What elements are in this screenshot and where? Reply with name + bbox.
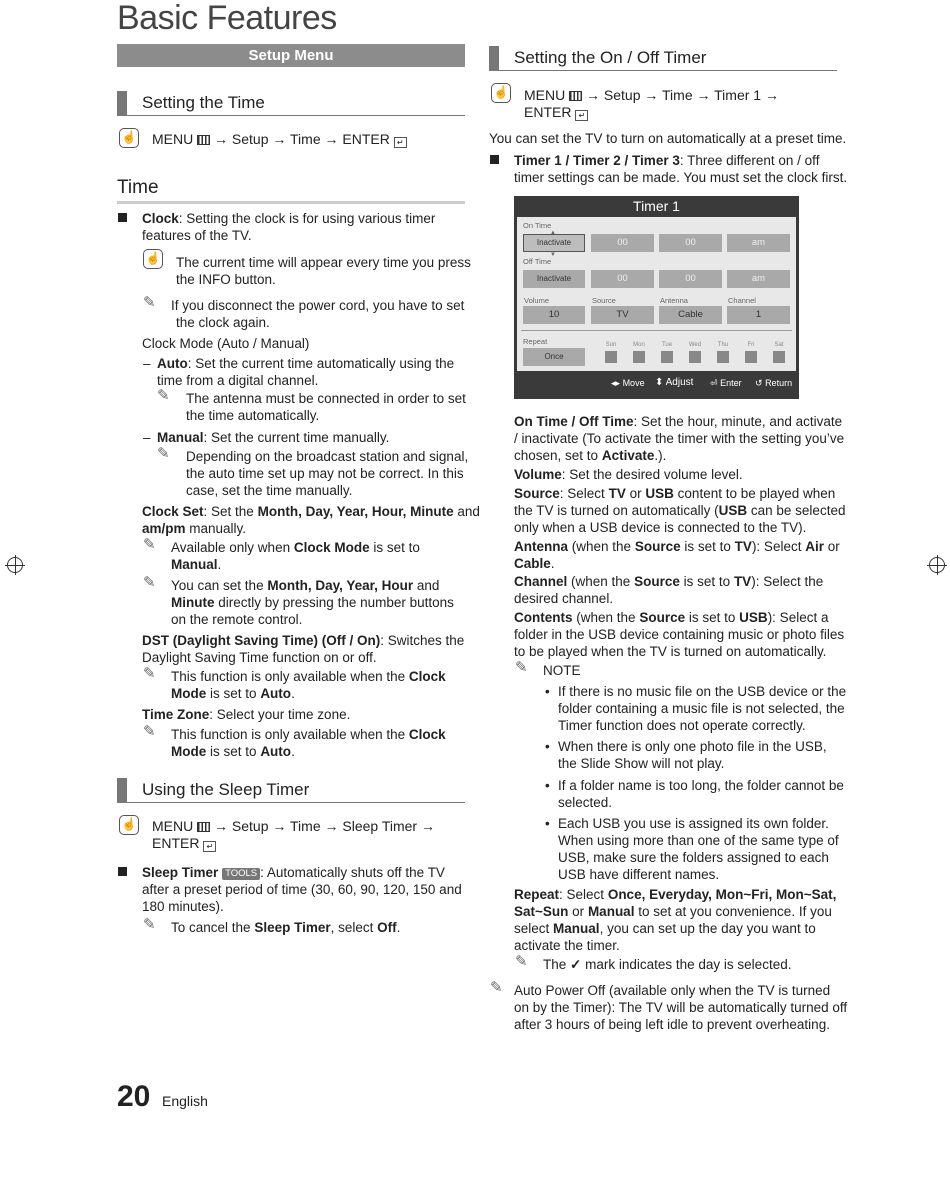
bullet-square [490, 155, 499, 164]
heading-marker [117, 778, 127, 802]
bullet-dot: • [545, 816, 550, 831]
on-time-hour[interactable]: 00 [591, 234, 654, 252]
section-heading-sleep-timer [117, 778, 465, 803]
auto-power-off-note: Auto Power Off (available only when the TV is turned on by the Timer): The TV will be automatically turned off after 3 hours of being left idle to prevent overheating. [514, 983, 848, 1032]
bullet-dot: • [545, 778, 550, 793]
off-time-minute[interactable]: 00 [659, 270, 722, 288]
adjust-hint: ⬍ Adjust [655, 377, 694, 388]
day-label: Sun [605, 342, 617, 348]
day-checkbox-sat[interactable] [773, 351, 785, 363]
up-arrow-icon: ▲ [550, 230, 556, 236]
up-down-arrow-icon: ⬍ [655, 377, 664, 388]
note-bullet-2: When there is only one photo file in the USB, the Slide Show will not play. [558, 739, 827, 771]
enter-icon: ↵ [203, 841, 216, 852]
registration-mark-icon [929, 557, 945, 573]
antenna-label: Antenna [660, 296, 688, 305]
pencil-icon: ✎ [490, 979, 503, 996]
heading-marker [117, 91, 127, 115]
antenna-desc: Antenna (when the Source is set to TV): Select Air or Cable. [514, 539, 840, 571]
down-arrow-icon: ▼ [550, 252, 556, 258]
pencil-icon: ✎ [143, 723, 156, 740]
hand-icon: ☝ [143, 249, 163, 269]
enter-icon: ⏎ [710, 378, 718, 388]
enter-hint: ⏎ Enter [710, 378, 742, 388]
clock-item: Clock: Setting the clock is for using various timer features of the TV. [142, 211, 436, 243]
checkmark-icon: ✓ [570, 957, 582, 972]
heading-text: Setting the On / Off Timer [514, 48, 707, 67]
registration-mark-icon [7, 557, 23, 573]
sleep-menu-path: MENU → Setup → Time → Sleep Timer → ENTER ↵ [152, 818, 435, 851]
pencil-icon: ✎ [143, 665, 156, 682]
channel-field[interactable]: 1 [727, 306, 790, 324]
tz-note: This function is only available when the Clock Mode is set to Auto. [171, 727, 446, 759]
hand-icon: ☝ [119, 815, 139, 835]
day-label: Thu [717, 342, 729, 348]
pencil-icon: ✎ [143, 536, 156, 553]
tools-badge: TOOLS [222, 868, 260, 880]
repeat-label: Repeat [523, 337, 548, 346]
on-time-ampm[interactable]: am [727, 234, 790, 252]
menu-icon [197, 135, 210, 145]
pencil-icon: ✎ [143, 294, 156, 311]
note-label: NOTE [543, 663, 581, 678]
divider [521, 330, 792, 331]
return-icon: ↺ [755, 378, 763, 388]
heading-text: Using the Sleep Timer [142, 780, 310, 799]
day-checkbox-tue[interactable] [661, 351, 673, 363]
manual-item: Manual: Set the current time manually. [157, 430, 390, 445]
source-field[interactable]: TV [591, 306, 654, 324]
dst-item: DST (Daylight Saving Time) (Off / On): Switches the Daylight Saving Time function on or off. [142, 633, 465, 665]
clock-set-item: Clock Set: Set the Month, Day, Year, Hour, Minute and am/pm manually. [142, 504, 480, 536]
pencil-icon: ✎ [157, 445, 170, 462]
day-label: Tue [661, 342, 673, 348]
pencil-icon: ✎ [143, 916, 156, 933]
bullet-square [118, 867, 127, 876]
off-time-hour[interactable]: 00 [591, 270, 654, 288]
note-bullet-1: If there is no music file on the USB device or the folder containing a music file is not selected, the Timer function does not operate correctly. [558, 684, 847, 733]
dash: – [143, 430, 151, 445]
channel-desc: Channel (when the Source is set to TV): Select the desired channel. [514, 574, 824, 606]
section-heading-time: Time [117, 176, 465, 204]
section-heading-setting-time [117, 91, 465, 116]
manual-note: Depending on the broadcast station and signal, the auto time set up may not be correct. In this case, set the time manually. [186, 449, 469, 498]
enter-icon: ↵ [575, 110, 588, 121]
time-zone-item: Time Zone: Select your time zone. [142, 707, 351, 722]
off-time-ampm[interactable]: am [727, 270, 790, 288]
return-hint: ↺ Return [755, 378, 793, 388]
bullet-dot: • [545, 739, 550, 754]
auto-item: Auto: Set the current time automatically using the time from a digital channel. [157, 356, 455, 388]
dash: – [143, 356, 151, 371]
note-bullet-3: If a folder name is too long, the folder cannot be selected. [558, 778, 844, 810]
hand-icon: ☝ [119, 128, 139, 148]
day-label: Wed [688, 342, 702, 348]
sleep-note: To cancel the Sleep Timer, select Off. [171, 920, 401, 935]
off-time-label: Off Time [523, 257, 552, 266]
menu-path: MENU → Setup → Time → ENTER ↵ [152, 131, 407, 148]
on-time-minute[interactable]: 00 [659, 234, 722, 252]
timer-title: Timer 1 [633, 198, 680, 214]
timer-menu-path: MENU → Setup → Time → Timer 1 → ENTER ↵ [524, 87, 779, 120]
on-off-time-desc: On Time / Off Time: Set the hour, minute, and activate / inactivate (To activate the timer with the setting you’ve chosen, set to Activate.). [514, 414, 845, 463]
bullet-dot: • [545, 684, 550, 699]
timers-item: Timer 1 / Timer 2 / Timer 3: Three different on / off timer settings can be made. You must set the clock first. [514, 153, 848, 185]
day-label: Mon [633, 342, 645, 348]
heading-marker [489, 46, 499, 70]
page-number: 20 [117, 1080, 151, 1113]
pencil-icon: ✎ [143, 574, 156, 591]
day-checkbox-fri[interactable] [745, 351, 757, 363]
section-heading-on-off-timer [489, 46, 837, 71]
pencil-icon: ✎ [515, 953, 528, 970]
off-time-activate-field[interactable]: Inactivate [523, 270, 585, 288]
day-checkbox-mon[interactable] [633, 351, 645, 363]
sleep-timer-item: Sleep Timer TOOLS : Automatically shuts off the TV after a preset period of time (30, 60, 90, 120, 150 and 180 minutes). [142, 865, 462, 914]
volume-field[interactable]: 10 [523, 306, 585, 324]
source-label: Source [592, 296, 616, 305]
timer-panel-body [517, 217, 796, 371]
contents-desc: Contents (when the Source is set to USB): Select a folder in the USB device containing music or photo files to be played when the TV is turned on automatically. [514, 610, 845, 659]
auto-note: The antenna must be connected in order to set the time automatically. [186, 391, 466, 423]
page-title: Basic Features [117, 0, 337, 37]
left-right-arrow-icon: ◂▸ [611, 378, 621, 388]
setup-menu-bar: Setup Menu [117, 44, 465, 67]
day-checkbox-thu[interactable] [717, 351, 729, 363]
timer-osd-panel [514, 196, 799, 399]
on-time-activate-field[interactable]: Inactivate [523, 234, 585, 252]
note-power-cord: If you disconnect the power cord, you have to set the clock again. [171, 298, 465, 330]
dst-note: This function is only available when the Clock Mode is set to Auto. [171, 669, 446, 701]
volume-label: Volume [524, 296, 550, 305]
menu-icon [197, 822, 210, 832]
note-bullet-4: Each USB you use is assigned its own folder. When using more than one of the same type of USB, make sure the folders assigned to each USB have different names. [558, 816, 839, 882]
clock-set-note1: Available only when Clock Mode is set to Manual. [171, 540, 420, 572]
repeat-desc: Repeat: Select Once, Everyday, Mon~Fri, Mon~Sat, Sat~Sun or Manual to set at you convenience. If you select Manual, you can set up the day you want to activate the timer. [514, 887, 837, 953]
check-note: The ✓ mark indicates the day is selected. [543, 957, 792, 972]
pencil-icon: ✎ [157, 387, 170, 404]
hand-icon: ☝ [491, 83, 511, 103]
menu-icon [569, 91, 582, 101]
timer-intro: You can set the TV to turn on automatically at a preset time. [489, 131, 847, 146]
pencil-icon: ✎ [515, 659, 528, 676]
clock-mode-heading: Clock Mode (Auto / Manual) [142, 336, 310, 351]
source-desc: Source: Select TV or USB content to be played when the TV is turned on automatically (USB can be selected only when a USB device is connected to the TV). [514, 486, 846, 535]
day-label: Fri [747, 342, 755, 348]
on-time-label: On Time [523, 221, 552, 230]
channel-label: Channel [728, 296, 756, 305]
enter-icon: ↵ [394, 137, 407, 148]
repeat-field[interactable]: Once [523, 348, 585, 366]
note-info: The current time will appear every time you press the INFO button. [176, 255, 471, 287]
antenna-field[interactable]: Cable [659, 306, 722, 324]
language-label: English [162, 1093, 208, 1109]
move-hint: ◂▸ Move [611, 378, 645, 388]
clock-set-note2: You can set the Month, Day, Year, Hour and Minute directly by pressing the number buttons on the remote control. [171, 578, 454, 627]
day-checkbox-wed[interactable] [689, 351, 701, 363]
day-label: Sat [774, 342, 784, 348]
bullet-square [118, 213, 127, 222]
heading-text: Setting the Time [142, 93, 265, 112]
day-checkbox-sun[interactable] [605, 351, 617, 363]
volume-desc: Volume: Set the desired volume level. [514, 467, 743, 482]
